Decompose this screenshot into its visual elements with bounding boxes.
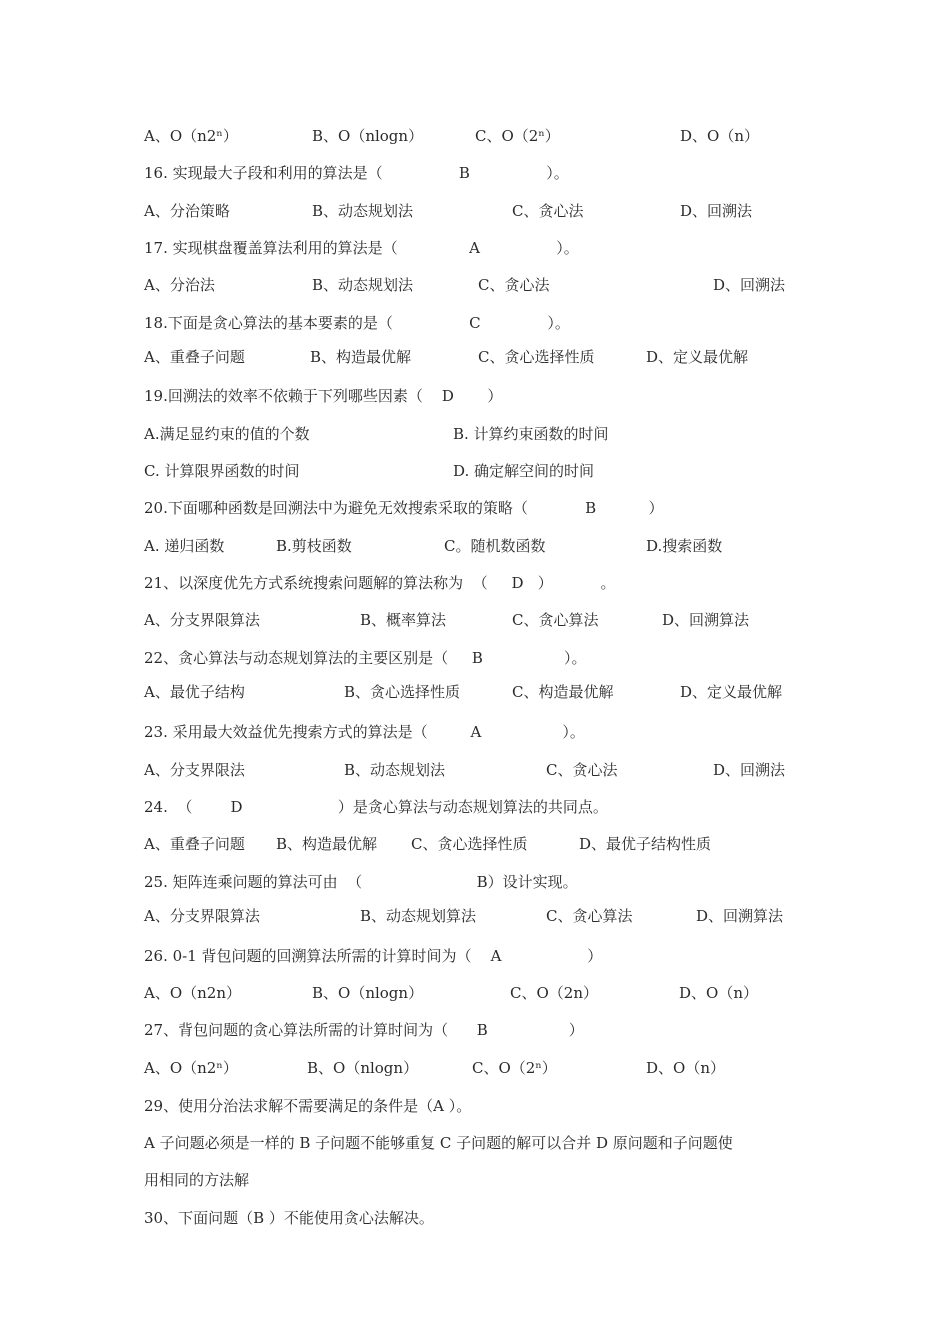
option-b: B、动态规划算法 — [360, 907, 477, 925]
question-22: 22、贪心算法与动态规划算法的主要区别是（ B ）。 — [144, 649, 587, 667]
question-16: 16. 实现最大子段和利用的算法是（ B ）。 — [144, 164, 569, 182]
option-a: A、最优子结构 — [144, 683, 245, 701]
question-20: 20.下面哪种函数是回溯法中为避免无效搜索采取的策略（ B ） — [144, 499, 664, 517]
option-d: D. 确定解空间的时间 — [453, 462, 595, 480]
question-23: 23. 采用最大效益优先搜索方式的算法是（ A ）。 — [144, 723, 585, 741]
option-b: B、O（nlogn） — [312, 127, 424, 145]
option-a: A、分治策略 — [144, 202, 230, 220]
option-b: B、贪心选择性质 — [344, 683, 461, 701]
question-24: 24. （ D ）是贪心算法与动态规划算法的共同点。 — [144, 798, 608, 816]
question-29-options-cont: 用相同的方法解 — [144, 1171, 250, 1189]
option-a: A、分支界限算法 — [144, 611, 260, 629]
question-17: 17. 实现棋盘覆盖算法利用的算法是（ A ）。 — [144, 239, 579, 257]
option-c: C、O（2ⁿ） — [472, 1059, 557, 1077]
question-30: 30、下面问题（B ）不能使用贪心法解决。 — [144, 1209, 434, 1227]
question-21: 21、以深度优先方式系统搜索问题解的算法称为 （ D ） 。 — [144, 574, 616, 592]
option-b: B、构造最优解 — [276, 835, 378, 853]
option-b: B.剪枝函数 — [276, 537, 352, 555]
option-d: D、回溯算法 — [662, 611, 750, 629]
option-b: B、概率算法 — [360, 611, 447, 629]
option-a: A、分支界限法 — [144, 761, 245, 779]
option-a: A.满足显约束的值的个数 — [144, 425, 310, 443]
option-a: A、重叠子问题 — [144, 835, 245, 853]
option-c: C、O（2ⁿ） — [475, 127, 560, 145]
question-26: 26. 0-1 背包问题的回溯算法所需的计算时间为（ A ） — [144, 947, 603, 965]
option-b: B、动态规划法 — [312, 202, 414, 220]
option-d: D、回溯法 — [713, 761, 786, 779]
option-d: D、最优子结构性质 — [579, 835, 712, 853]
option-d: D、O（n） — [680, 127, 759, 145]
option-a: A、O（n2n） — [144, 984, 241, 1002]
option-c: C、贪心法 — [512, 202, 584, 220]
option-d: D、O（n） — [679, 984, 758, 1002]
option-c: C. 计算限界函数的时间 — [144, 462, 300, 480]
option-b: B. 计算约束函数的时间 — [453, 425, 609, 443]
option-d: D、回溯法 — [713, 276, 786, 294]
option-c: C、贪心法 — [546, 761, 618, 779]
option-d: D、定义最优解 — [680, 683, 783, 701]
option-b: B、动态规划法 — [344, 761, 446, 779]
option-d: D、回溯算法 — [696, 907, 784, 925]
option-a: A. 递归函数 — [144, 537, 225, 555]
option-b: B、构造最优解 — [310, 348, 412, 366]
option-a: A、O（n2ⁿ） — [144, 1059, 238, 1077]
option-b: B、动态规划法 — [312, 276, 414, 294]
option-c: C、贪心选择性质 — [478, 348, 595, 366]
question-29-options: A 子问题必须是一样的 B 子问题不能够重复 C 子问题的解可以合并 D 原问题和子问题使 — [144, 1134, 733, 1152]
option-a: A、O（n2ⁿ） — [144, 127, 238, 145]
question-25: 25. 矩阵连乘问题的算法可由 （ B）设计实现。 — [144, 873, 578, 891]
option-d: D、回溯法 — [680, 202, 753, 220]
option-c: C。随机数函数 — [444, 537, 546, 555]
option-a: A、重叠子问题 — [144, 348, 245, 366]
option-c: C、构造最优解 — [512, 683, 614, 701]
option-b: B、O（nlogn） — [307, 1059, 419, 1077]
question-29: 29、使用分治法求解不需要满足的条件是（A ）。 — [144, 1097, 472, 1115]
option-a: A、分治法 — [144, 276, 215, 294]
question-19: 19.回溯法的效率不依赖于下列哪些因素（ D ） — [144, 387, 503, 405]
question-18: 18.下面是贪心算法的基本要素的是（ C ）。 — [144, 314, 570, 332]
option-d: D、O（n） — [646, 1059, 725, 1077]
option-c: C、贪心法 — [478, 276, 550, 294]
question-27: 27、背包问题的贪心算法所需的计算时间为（ B ） — [144, 1021, 584, 1039]
option-d: D、定义最优解 — [646, 348, 749, 366]
option-c: C、O（2n） — [510, 984, 598, 1002]
option-c: C、贪心选择性质 — [411, 835, 528, 853]
option-c: C、贪心算法 — [512, 611, 599, 629]
option-c: C、贪心算法 — [546, 907, 633, 925]
option-d: D.搜索函数 — [646, 537, 723, 555]
option-a: A、分支界限算法 — [144, 907, 260, 925]
option-b: B、O（nlogn） — [312, 984, 424, 1002]
